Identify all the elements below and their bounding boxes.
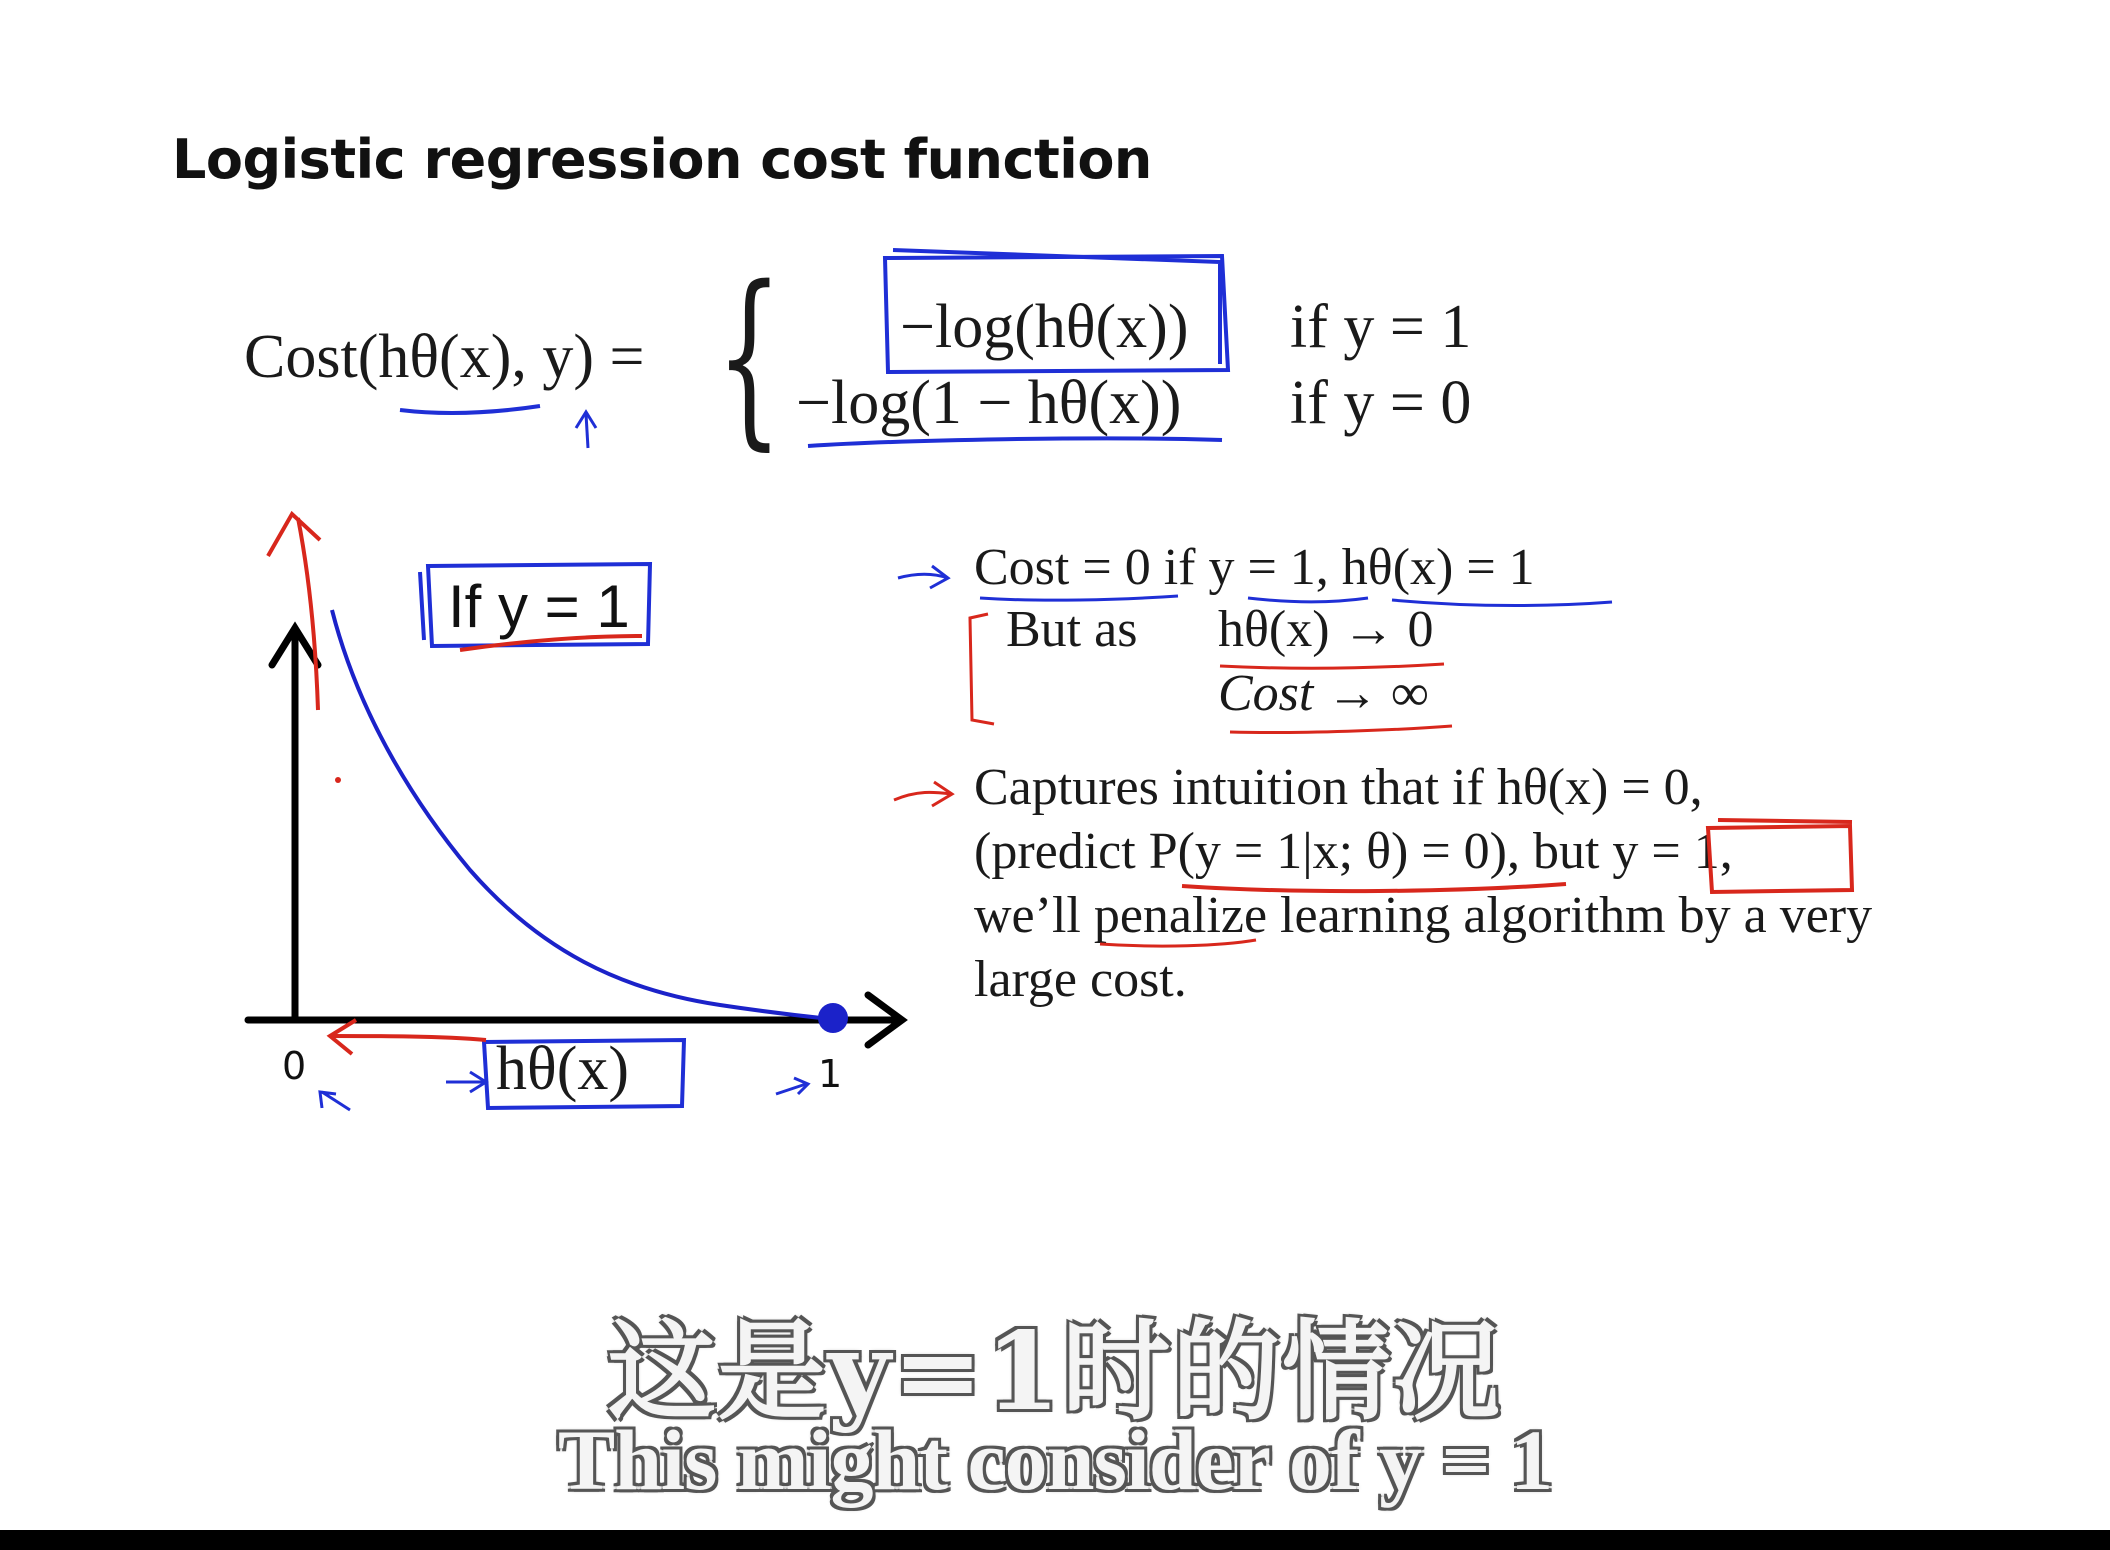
if-y-box [420,564,650,646]
cost-zero-underline-1 [980,596,1178,600]
cost-curve [332,610,840,1020]
cost-lhs: Cost(hθ(x), y) = [244,323,645,391]
case1-condition: if y = 1 [1290,293,1472,361]
note-cost-zero: Cost = 0 if y = 1, hθ(x) = 1 [974,539,1535,596]
case2-expression: −log(1 − hθ(x)) [796,369,1182,437]
red-bullet-arrow-icon [894,782,952,806]
intuition-line-3: we’ll penalize learning algorithm by a very [974,887,1873,944]
subtitle-chinese: 这是y=1时的情况 [607,1309,1503,1435]
graph-axes [248,628,902,1045]
x-axis-label: hθ(x) [496,1035,629,1103]
if-y-equals-1-label: If y = 1 [448,573,630,640]
tick-zero: 0 [282,1044,307,1088]
cost-infty-underline [1230,726,1452,733]
case1-expression: −log(hθ(x)) [900,293,1189,361]
case2-condition: if y = 0 [1290,369,1472,437]
note-but-as: But as [1006,601,1138,658]
subtitle-english: This might consider of y = 1 [557,1412,1553,1508]
stray-mark [335,777,341,783]
one-small-arrow-icon [776,1078,808,1094]
slide-title: Logistic regression cost function [172,128,1152,191]
case2-underline [808,438,1222,446]
intuition-line-4: large cost. [974,951,1187,1008]
note-h-to-zero: hθ(x) → 0 [1218,601,1434,658]
cost-zero-underline-3 [1392,600,1612,606]
blue-bullet-arrow-icon [898,566,948,588]
intuition-line-1: Captures intuition that if hθ(x) = 0, [974,759,1703,816]
blue-arrow-to-label-icon [446,1072,486,1092]
red-bracket [970,614,994,724]
case1-box [885,250,1228,372]
bottom-black-bar [0,1530,2110,1550]
x-label-box [484,1040,684,1108]
red-left-arrow-icon [330,1020,486,1054]
intuition-line-2: (predict P(y = 1|x; θ) = 0), but y = 1, [974,823,1733,880]
note-cost-to-infinity: Cost → ∞ [1218,665,1429,722]
piecewise-brace: { [716,246,783,467]
penalize-red-underline [1100,940,1256,946]
curve-end-dot [818,1003,848,1033]
cost-zero-underline-2 [1248,598,1368,602]
y-equals-1-red-box [1708,820,1852,892]
lhs-h-underline [400,406,540,413]
h-to-zero-underline [1220,664,1444,668]
predict-red-underline [1182,884,1566,891]
y-arrow-icon [576,412,596,448]
zero-small-arrow-icon [320,1092,350,1110]
tick-one: 1 [818,1052,843,1096]
